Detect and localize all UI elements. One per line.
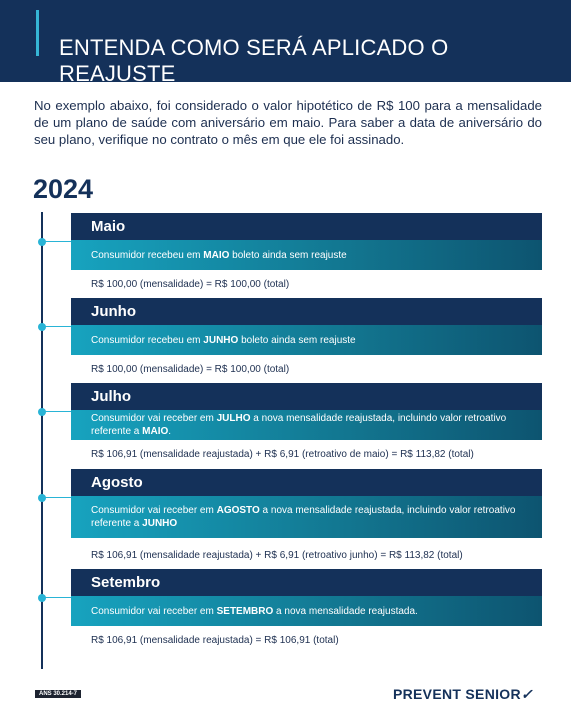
month-description: Consumidor vai receber em AGOSTO a nova mensalidade reajustada, incluindo valor retroativo referente a JUNHO — [71, 496, 542, 538]
month-total: R$ 106,91 (mensalidade reajustada) = R$ 106,91 (total) — [91, 635, 339, 646]
month-description: Consumidor vai receber em SETEMBRO a nova mensalidade reajustada. — [71, 596, 542, 626]
month-description: Consumidor recebeu em JUNHO boleto ainda sem reajuste — [71, 325, 542, 355]
timeline-connector — [42, 597, 71, 598]
year-heading: 2024 — [33, 174, 94, 204]
month-title: Maio — [71, 213, 542, 240]
month-block-setembro — [71, 569, 542, 646]
timeline-dot — [38, 408, 46, 416]
month-block-junho — [71, 298, 542, 375]
ans-registration-badge: ANS 30.214-7 — [35, 690, 81, 698]
intro-paragraph: No exemplo abaixo, foi considerado o valor hipotético de R$ 100 para a mensalidade de um plano de saúde com aniversário em maio. Para saber a data de aniversário do seu plano, verifique no contrato o mês em que ele foi assinado. — [34, 98, 542, 147]
page-title: ENTENDA COMO SERÁ APLICADO O REAJUSTE — [59, 35, 449, 86]
month-block-agosto — [71, 469, 542, 561]
month-total: R$ 100,00 (mensalidade) = R$ 100,00 (total) — [91, 364, 290, 375]
header-accent-bar — [36, 10, 39, 56]
month-title: Junho — [71, 298, 542, 325]
timeline-dot — [38, 323, 46, 331]
month-title: Julho — [71, 383, 542, 410]
logo-check-icon: ✓ — [520, 686, 533, 702]
timeline-connector — [42, 326, 71, 327]
timeline-dot — [38, 594, 46, 602]
month-title: Setembro — [71, 569, 542, 596]
timeline-connector — [42, 241, 71, 242]
month-total: R$ 106,91 (mensalidade reajustada) + R$ 6,91 (retroativo de maio) = R$ 113,82 (total) — [91, 449, 474, 460]
header-banner — [0, 0, 571, 86]
month-block-julho — [71, 383, 542, 460]
month-total: R$ 100,00 (mensalidade) = R$ 100,00 (total) — [91, 279, 290, 290]
month-block-maio — [71, 213, 542, 290]
timeline-dot — [38, 494, 46, 502]
timeline-connector — [42, 497, 71, 498]
month-total: R$ 106,91 (mensalidade reajustada) + R$ 6,91 (retroativo junho) = R$ 113,82 (total) — [91, 550, 463, 561]
prevent-senior-logo: PREVENT SENIOR✓ — [393, 686, 533, 702]
month-title: Agosto — [71, 469, 542, 496]
month-description: Consumidor recebeu em MAIO boleto ainda sem reajuste — [71, 240, 542, 270]
timeline-connector — [42, 411, 71, 412]
timeline-dot — [38, 238, 46, 246]
month-description: Consumidor vai receber em JULHO a nova mensalidade reajustada, incluindo valor retroativo referente a MAIO. — [71, 410, 542, 440]
